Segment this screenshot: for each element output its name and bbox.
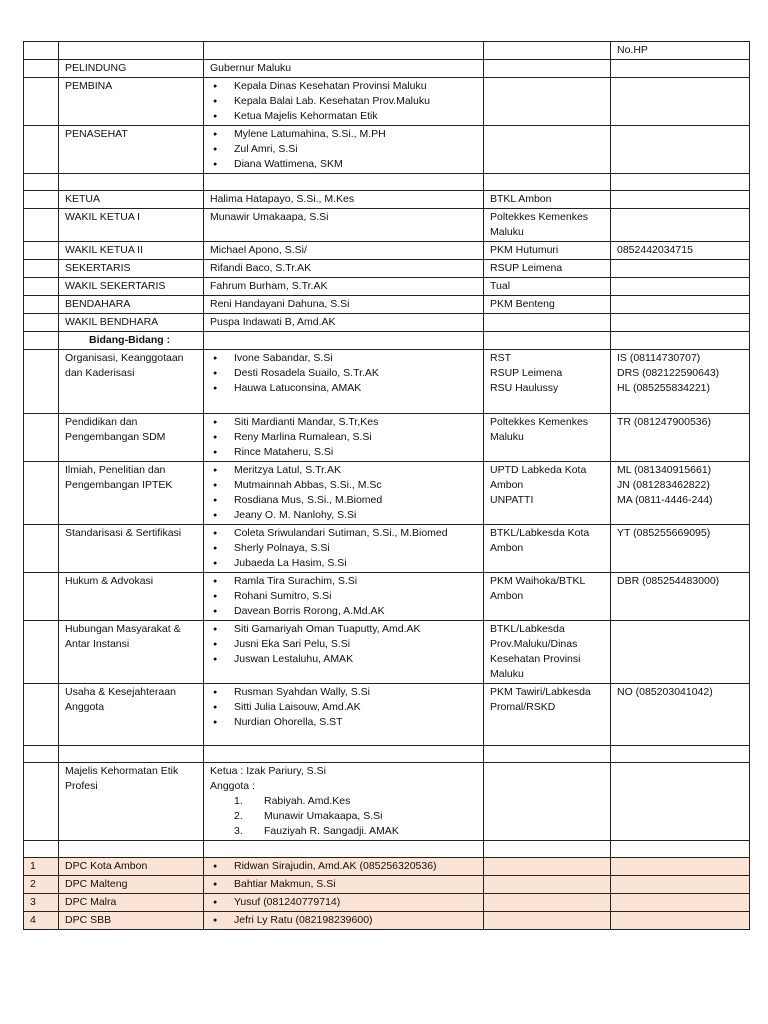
- line: BTKL/Labkesda Kota Ambon: [490, 527, 590, 554]
- phone: 0852442034715: [611, 242, 750, 260]
- list-item: ● Jubaeda La Hasim, S.Si: [210, 556, 477, 571]
- institution: Poltekkes Kemenkes Maluku: [484, 209, 611, 242]
- phone: [611, 191, 750, 209]
- member-name: Halima Hatapayo, S.Si., M.Kes: [204, 191, 484, 209]
- inst-lines: [490, 574, 604, 604]
- list-item: [210, 824, 477, 839]
- list-item: ● Diana Wattimena, SKM: [210, 157, 477, 172]
- majelis-name: Majelis Kehormatan Etik Profesi: [59, 763, 204, 841]
- phone-lines: [617, 415, 743, 430]
- names-text: [210, 61, 477, 76]
- bidang-row: [24, 414, 750, 462]
- list-item: ● Rusman Syahdan Wally, S.Si: [210, 685, 477, 700]
- bidang-members: [204, 573, 484, 621]
- board-row: [24, 260, 750, 278]
- item-name: Munawir Umakaapa, S.Si: [264, 810, 383, 822]
- bidang-row: [24, 462, 750, 525]
- dpc-person: [204, 876, 484, 894]
- member-name: Rifandi Baco, S.Tr.AK: [204, 260, 484, 278]
- phone: [611, 260, 750, 278]
- list-item: ● Rosdiana Mus, S.Si., M.Biomed: [210, 493, 477, 508]
- role-label: BENDAHARA: [59, 296, 204, 314]
- institution: [484, 525, 611, 573]
- officer-row: [24, 126, 750, 174]
- dpc-number: 4: [24, 912, 59, 930]
- inst-lines: [490, 526, 604, 556]
- role-label: WAKIL KETUA I: [59, 209, 204, 242]
- list-item: ● Kepala Dinas Kesehatan Provinsi Maluku: [210, 79, 477, 94]
- members-list: [210, 526, 477, 571]
- inst-lines: [490, 685, 604, 715]
- bidang-members: [204, 462, 484, 525]
- list-item: ● Zul Amri, S.Si: [210, 142, 477, 157]
- bidang-name: Hukum & Advokasi: [59, 573, 204, 621]
- dpc-number: 1: [24, 858, 59, 876]
- phone: [611, 414, 750, 462]
- bidang-row: [24, 573, 750, 621]
- bidang-members: [204, 350, 484, 414]
- bidang-members: [204, 684, 484, 746]
- phone: [611, 60, 750, 78]
- phone: [611, 462, 750, 525]
- majelis-anggota-label: Anggota :: [210, 780, 255, 792]
- majelis-row: [24, 763, 750, 841]
- members-list: [210, 622, 477, 667]
- members-list: [210, 415, 477, 460]
- list-item: ● Mylene Latumahina, S.Si., M.PH: [210, 127, 477, 142]
- role-label: PENASEHAT: [59, 126, 204, 174]
- institution: PKM Benteng: [484, 296, 611, 314]
- bidang-name: Usaha & Kesejahteraan Anggota: [59, 684, 204, 746]
- inst-lines: [490, 463, 604, 508]
- line: UNPATTI: [490, 494, 534, 506]
- bidang-name: Pendidikan dan Pengembangan SDM: [59, 414, 204, 462]
- dpc-person-list: [210, 859, 477, 874]
- line: BTKL/Labkesda Prov.Maluku/Dinas Kesehatan Provinsi Maluku: [490, 623, 581, 680]
- line: RST: [490, 352, 511, 364]
- institution: [484, 314, 611, 332]
- institution: [484, 78, 611, 126]
- bidang-members: [204, 621, 484, 684]
- role-label: WAKIL KETUA II: [59, 242, 204, 260]
- majelis-anggota-list: [210, 794, 477, 839]
- role-label: PEMBINA: [59, 78, 204, 126]
- institution: [484, 684, 611, 746]
- member-name: Michael Apono, S.Si/: [204, 242, 484, 260]
- dpc-name: DPC Malra: [59, 894, 204, 912]
- board-row: [24, 242, 750, 260]
- list-item: [210, 809, 477, 824]
- members-list: [210, 463, 477, 523]
- names-list: [210, 127, 477, 172]
- list-item: ● Reny Marlina Rumalean, S.Si: [210, 430, 477, 445]
- members-list: [210, 574, 477, 619]
- phone-lines: [617, 351, 743, 396]
- list-item: ● Jusni Eka Sari Pelu, S.Si: [210, 637, 477, 652]
- institution: [484, 573, 611, 621]
- dpc-row: [24, 858, 750, 876]
- line: ML (081340915661): [617, 464, 712, 476]
- list-item: ● Juswan Lestaluhu, AMAK: [210, 652, 477, 667]
- bidang-name: Organisasi, Keanggotaan dan Kaderisasi: [59, 350, 204, 414]
- line: RSUP Leimena: [490, 367, 563, 379]
- institution: PKM Hutumuri: [484, 242, 611, 260]
- spacer-row: [24, 174, 750, 191]
- spacer-row: [24, 841, 750, 858]
- phone: [611, 621, 750, 684]
- phone-lines: [617, 526, 743, 541]
- header-row: [24, 42, 750, 60]
- list-item: ● Siti Mardianti Mandar, S.Tr,Kes: [210, 415, 477, 430]
- dpc-person-list: [210, 895, 477, 910]
- board-row: [24, 314, 750, 332]
- majelis-ketua: Ketua : Izak Pariury, S.Si: [210, 765, 326, 777]
- bidang-row: [24, 621, 750, 684]
- organization-table: [23, 41, 750, 930]
- list-item: ● Ivone Sabandar, S.Si: [210, 351, 477, 366]
- line: TR (081247900536): [617, 416, 711, 428]
- role-label: WAKIL SEKERTARIS: [59, 278, 204, 296]
- inst-lines: [490, 622, 604, 682]
- phone: [611, 684, 750, 746]
- dpc-row: [24, 876, 750, 894]
- bidang-members: [204, 414, 484, 462]
- list-item: ● Ketua Majelis Kehormatan Etik: [210, 109, 477, 124]
- dpc-name: DPC Malteng: [59, 876, 204, 894]
- list-item: ● Sitti Julia Laisouw, Amd.AK: [210, 700, 477, 715]
- item-name: Rabiyah. Amd.Kes: [264, 795, 351, 807]
- phone: [611, 209, 750, 242]
- phone: [611, 78, 750, 126]
- role-label: SEKERTARIS: [59, 260, 204, 278]
- bidang-heading: Bidang-Bidang :: [59, 332, 204, 350]
- phone: [611, 350, 750, 414]
- line: JN (081283462822): [617, 479, 710, 491]
- dpc-number: 2: [24, 876, 59, 894]
- inst-lines: [490, 415, 604, 445]
- list-item: ● Ridwan Sirajudin, Amd.AK (085256320536): [210, 859, 477, 874]
- phone-lines: [617, 463, 743, 508]
- line: UPTD Labkeda Kota Ambon: [490, 464, 587, 491]
- list-item: ● Ramla Tira Surachim, S.Si: [210, 574, 477, 589]
- member-name: Reni Handayani Dahuna, S.Si: [204, 296, 484, 314]
- dpc-person-list: [210, 913, 477, 928]
- role-label: KETUA: [59, 191, 204, 209]
- members-list: [210, 685, 477, 730]
- list-item: ● Meritzya Latul, S.Tr.AK: [210, 463, 477, 478]
- line: NO (085203041042): [617, 686, 713, 698]
- list-item: ● Siti Gamariyah Oman Tuaputty, Amd.AK: [210, 622, 477, 637]
- phone-lines: [617, 574, 743, 589]
- member-name: Puspa Indawati B, Amd.AK: [204, 314, 484, 332]
- bidang-name: Hubungan Masyarakat & Antar Instansi: [59, 621, 204, 684]
- board-row: [24, 209, 750, 242]
- list-item: ● Jefri Ly Ratu (082198239600): [210, 913, 477, 928]
- list-item: ● Rohani Sumitro, S.Si: [210, 589, 477, 604]
- role-label: WAKIL BENDHARA: [59, 314, 204, 332]
- line: PKM Waihoka/BTKL Ambon: [490, 575, 585, 602]
- line: HL (085255834221): [617, 382, 711, 394]
- list-item: [210, 794, 477, 809]
- institution: [484, 621, 611, 684]
- line: YT (085255669095): [617, 527, 711, 539]
- list-item: ● Kepala Balai Lab. Kesehatan Prov.Maluku: [210, 94, 477, 109]
- institution: Tual: [484, 278, 611, 296]
- names-list: [210, 79, 477, 124]
- list-item: ● Sherly Polnaya, S.Si: [210, 541, 477, 556]
- list-item: ● Bahtiar Makmun, S.Si: [210, 877, 477, 892]
- list-item: ● Coleta Sriwulandari Sutiman, S.Si., M.Biomed: [210, 526, 477, 541]
- officer-names: [204, 60, 484, 78]
- list-item: ● Desti Rosadela Suailo, S.Tr.AK: [210, 366, 477, 381]
- role-label: PELINDUNG: [59, 60, 204, 78]
- list-item: ● Mutmainnah Abbas, S.Si., M.Sc: [210, 478, 477, 493]
- line: Gubernur Maluku: [210, 62, 292, 74]
- nohp-header: No.HP: [611, 42, 750, 60]
- majelis-members: [204, 763, 484, 841]
- officer-names: [204, 78, 484, 126]
- phone: [611, 525, 750, 573]
- phone-lines: [617, 685, 743, 700]
- dpc-name: DPC SBB: [59, 912, 204, 930]
- institution: [484, 126, 611, 174]
- bidang-row: [24, 350, 750, 414]
- item-number: 3.: [234, 825, 243, 837]
- members-list: [210, 351, 477, 396]
- list-item: ● Yusuf (081240779714): [210, 895, 477, 910]
- item-number: 2.: [234, 810, 243, 822]
- institution: [484, 350, 611, 414]
- dpc-person: [204, 894, 484, 912]
- line: DRS (082122590643): [617, 367, 720, 379]
- dpc-name: DPC Kota Ambon: [59, 858, 204, 876]
- board-row: [24, 191, 750, 209]
- institution: RSUP Leimena: [484, 260, 611, 278]
- line: PKM Tawiri/Labkesda Promal/RSKD: [490, 686, 591, 713]
- institution: BTKL Ambon: [484, 191, 611, 209]
- dpc-person: [204, 912, 484, 930]
- dpc-row: [24, 894, 750, 912]
- dpc-row: [24, 912, 750, 930]
- phone: [611, 314, 750, 332]
- phone: [611, 296, 750, 314]
- line: DBR (085254483000): [617, 575, 720, 587]
- line: IS (08114730707): [617, 352, 701, 364]
- institution: [484, 414, 611, 462]
- phone: [611, 573, 750, 621]
- line: MA (0811-4446-244): [617, 494, 713, 506]
- list-item: ● Nurdian Ohorella, S.ST: [210, 715, 477, 730]
- bidang-members: [204, 525, 484, 573]
- line: RSU Haulussy: [490, 382, 559, 394]
- bidang-heading-row: [24, 332, 750, 350]
- bidang-name: Standarisasi & Sertifikasi: [59, 525, 204, 573]
- bidang-row: [24, 525, 750, 573]
- board-row: [24, 296, 750, 314]
- dpc-number: 3: [24, 894, 59, 912]
- item-name: Fauziyah R. Sangadji. AMAK: [264, 825, 399, 837]
- member-name: Fahrum Burham, S.Tr.AK: [204, 278, 484, 296]
- phone: [611, 126, 750, 174]
- institution: [484, 60, 611, 78]
- institution: [484, 462, 611, 525]
- member-name: Munawir Umakaapa, S.Si: [204, 209, 484, 242]
- phone: [611, 278, 750, 296]
- list-item: ● Jeany O. M. Nanlohy, S.Si: [210, 508, 477, 523]
- board-row: [24, 278, 750, 296]
- list-item: ● Hauwa Latuconsina, AMAK: [210, 381, 477, 396]
- item-number: 1.: [234, 795, 243, 807]
- spacer-row: [24, 746, 750, 763]
- bidang-name: Ilmiah, Penelitian dan Pengembangan IPTEK: [59, 462, 204, 525]
- officer-row: [24, 78, 750, 126]
- dpc-person-list: [210, 877, 477, 892]
- line: Poltekkes Kemenkes Maluku: [490, 416, 589, 443]
- bidang-row: [24, 684, 750, 746]
- officer-names: [204, 126, 484, 174]
- inst-lines: [490, 351, 604, 396]
- list-item: ● Rince Mataheru, S.Si: [210, 445, 477, 460]
- list-item: ● Davean Borris Rorong, A.Md.AK: [210, 604, 477, 619]
- dpc-person: [204, 858, 484, 876]
- officer-row: [24, 60, 750, 78]
